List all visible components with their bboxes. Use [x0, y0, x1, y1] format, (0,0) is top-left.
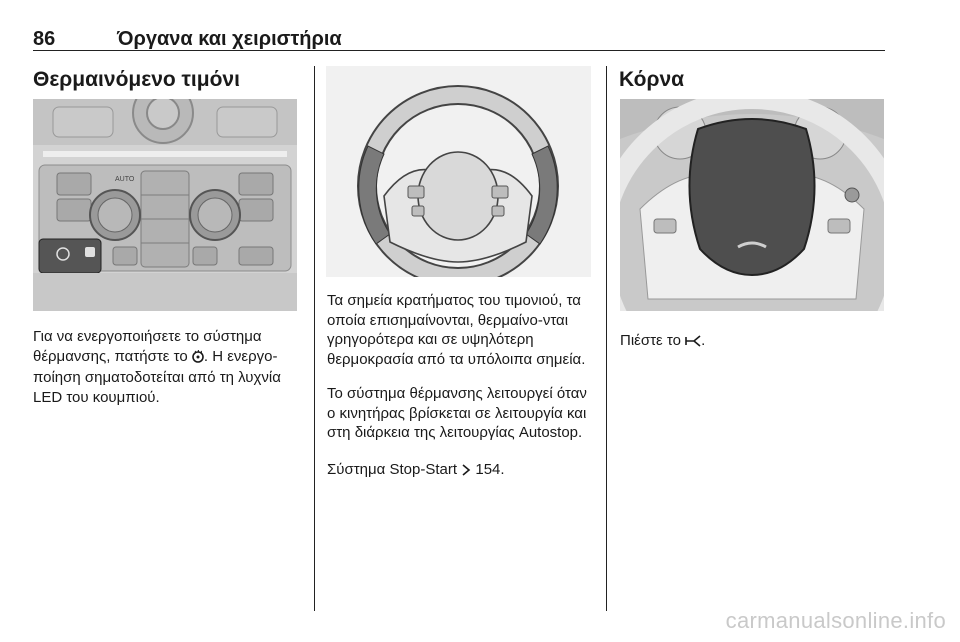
stop-start-text: Σύστημα Stop-Start: [327, 461, 462, 478]
horn-icon: [685, 333, 701, 353]
horn-figure: [620, 99, 884, 311]
stop-start-reference: [327, 460, 595, 482]
steering-wheel-figure: [326, 66, 591, 277]
watermark: carmanualsonline.info: [725, 608, 946, 633]
page-number: 86: [33, 28, 56, 50]
heated-wheel-heading: Θερμαινόμενο τιμόνι: [33, 68, 240, 91]
horn-text-part1: Πιέστε το: [620, 332, 686, 349]
heated-wheel-description: [33, 327, 303, 407]
column-divider-right: [606, 66, 607, 611]
horn-heading: Κόρνα: [619, 68, 685, 91]
page-reference-arrow-icon: [461, 462, 471, 482]
auto-button-label: AUTO: [115, 176, 135, 183]
heating-operation-paragraph: Το σύστημα θέρμανσης λειτουργεί όταν ο κινητήρας βρίσκεται σε λειτουργία και στη διάρκεια της λειτουργίας Autostop.: [327, 385, 587, 441]
horn-text-part2: .: [701, 332, 706, 349]
heated-wheel-text-part2: . Η ενεργο-ποίηση σηματοδοτείται από τη λυχνία LED του κουμπιού.: [33, 347, 281, 406]
climate-panel-figure: [33, 99, 297, 311]
heated-wheel-text-part1: Για να ενεργοποιήσετε το σύστημα θέρμανσης, πατήστε το: [33, 328, 262, 365]
page-header: [33, 26, 885, 51]
column-divider-left: [314, 66, 315, 611]
stop-start-page: 154.: [471, 461, 505, 478]
heating-zones-paragraph: Τα σημεία κρατήματος του τιμονιού, τα οποία επισημαίνονται, θερμαίνο-νται γρηγορότερα και σε υψηλότερη θερμοκρασία από τα υπόλοιπα σημεία.: [327, 292, 586, 368]
chapter-title: Όργανα και χειριστήρια: [117, 28, 342, 50]
heated-steering-wheel-icon: [192, 349, 204, 369]
horn-instruction: [620, 331, 882, 353]
